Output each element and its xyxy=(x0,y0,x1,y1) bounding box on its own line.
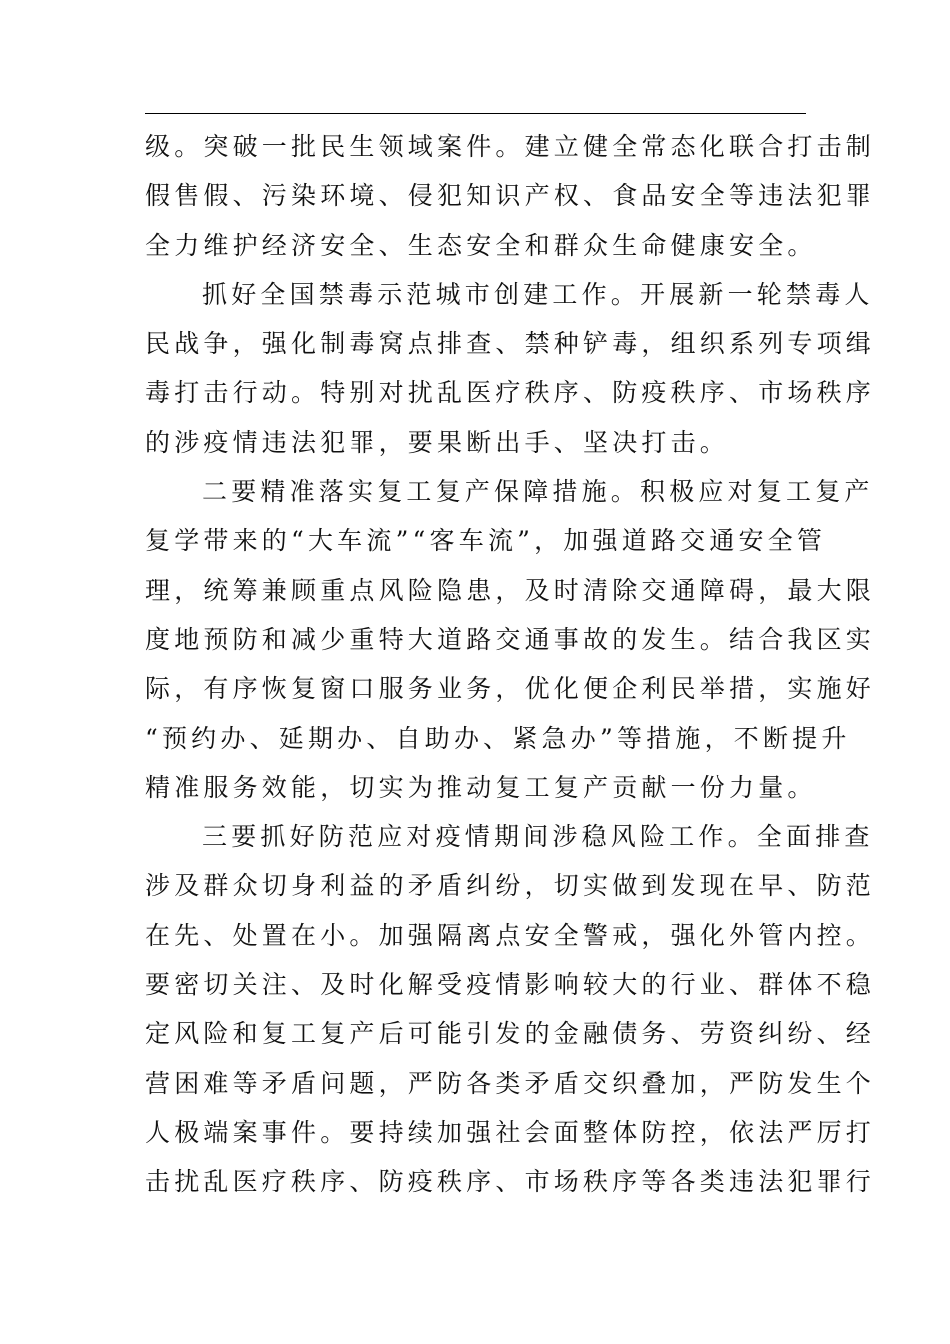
text-line: 精准服务效能，切实为推动复工复产贡献一份力量。 xyxy=(145,772,817,802)
text-line: 涉及群众切身利益的矛盾纠纷，切实做到发现在早、防范 xyxy=(145,871,876,901)
text-line: 全力维护经济安全、生态安全和群众生命健康安全。 xyxy=(145,230,817,260)
text-line: 人极端案事件。要持续加强社会面整体防控，依法严厉打 xyxy=(145,1117,876,1147)
text-line: 在先、处置在小。加强隔离点安全警戒，强化外管内控。 xyxy=(145,920,876,950)
document-body xyxy=(145,122,876,1207)
text-line: 际，有序恢复窗口服务业务，优化便企利民举措，实施好 xyxy=(145,674,876,704)
text-line: 击扰乱医疗秩序、防疫秩序、市场秩序等各类违法犯罪行 xyxy=(145,1167,876,1197)
text-line: 毒打击行动。特别对扰乱医疗秩序、防疫秩序、市场秩序 xyxy=(145,378,876,408)
text-line: 级。突破一批民生领域案件。建立健全常态化联合打击制 xyxy=(145,132,876,161)
text-line: 假售假、污染环境、侵犯知识产权、食品安全等违法犯罪 xyxy=(145,181,876,211)
text-line: 三要抓好防范应对疫情期间涉稳风险工作。全面排查 xyxy=(202,822,874,852)
text-line: “预约办、延期办、自助办、紧急办”等措施，不断提升 xyxy=(145,723,851,753)
text-line: 民战争，强化制毒窝点排查、禁种铲毒，组织系列专项缉 xyxy=(145,329,876,359)
text-line: 理，统筹兼顾重点风险隐患，及时清除交通障碍，最大限 xyxy=(145,575,876,605)
text-line: 定风险和复工复产后可能引发的金融债务、劳资纠纷、经 xyxy=(145,1019,876,1049)
header-rule xyxy=(145,113,806,114)
text-line: 二要精准落实复工复产保障措施。积极应对复工复产 xyxy=(202,477,874,507)
text-line: 抓好全国禁毒示范城市创建工作。开展新一轮禁毒人 xyxy=(202,279,874,309)
text-line: 复学带来的“大车流”“客车流”，加强道路交通安全管 xyxy=(145,526,827,556)
text-line: 营困难等矛盾问题，严防各类矛盾交织叠加，严防发生个 xyxy=(145,1068,876,1098)
text-line: 要密切关注、及时化解受疫情影响较大的行业、群体不稳 xyxy=(145,970,876,1000)
text-line: 度地预防和减少重特大道路交通事故的发生。结合我区实 xyxy=(145,624,876,654)
text-line: 的涉疫情违法犯罪，要果断出手、坚决打击。 xyxy=(145,427,730,457)
